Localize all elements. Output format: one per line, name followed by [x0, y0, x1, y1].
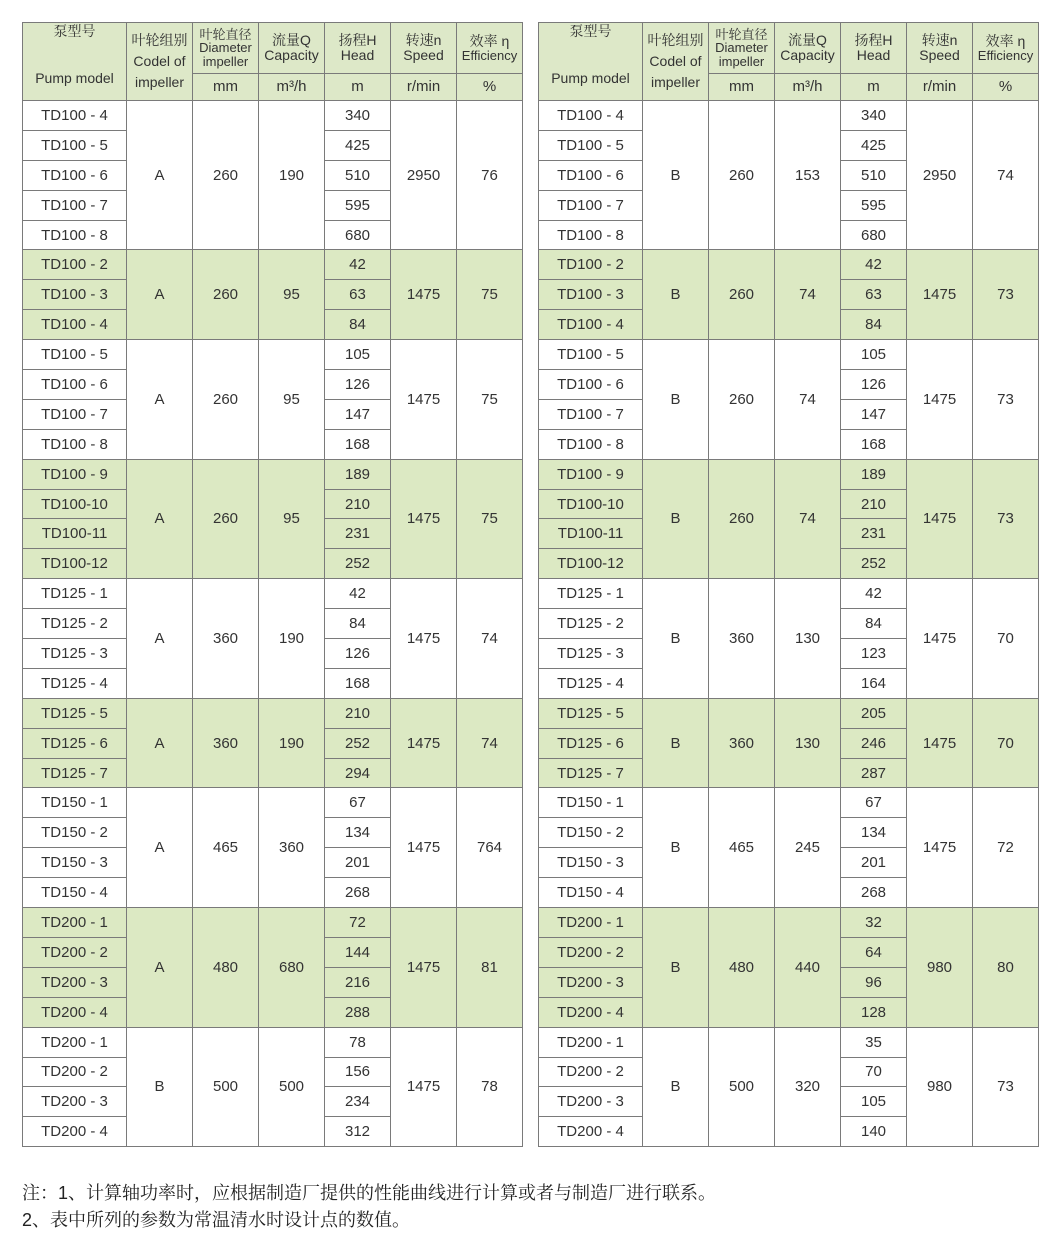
pump-table-left	[22, 22, 523, 1147]
pump-model-cell: TD100-10	[23, 489, 127, 519]
impeller-code-cell: B	[643, 579, 709, 699]
head-cell: 105	[325, 340, 391, 370]
pump-model-cell: TD100 - 4	[23, 101, 127, 131]
head-cell: 96	[841, 967, 907, 997]
capacity-cell: 95	[259, 459, 325, 579]
unit-speed: r/min	[907, 74, 973, 101]
table-row	[539, 101, 1039, 131]
capacity-cell: 130	[775, 698, 841, 788]
table-row	[23, 908, 523, 938]
speed-cell: 1475	[391, 698, 457, 788]
pump-model-cell: TD100 - 2	[23, 250, 127, 280]
head-cell: 126	[325, 639, 391, 669]
diameter-cell: 260	[193, 101, 259, 250]
unit-diameter: mm	[193, 74, 259, 101]
pump-model-cell: TD100 - 3	[539, 280, 643, 310]
capacity-cell: 74	[775, 250, 841, 340]
efficiency-cell: 75	[457, 459, 523, 579]
efficiency-cell: 80	[973, 908, 1039, 1028]
head-cell: 252	[325, 728, 391, 758]
pump-model-cell: TD100 - 6	[23, 370, 127, 400]
head-cell: 268	[325, 878, 391, 908]
speed-cell: 1475	[907, 340, 973, 460]
pump-model-cell: TD100 - 9	[539, 459, 643, 489]
impeller-code-cell: A	[127, 459, 193, 579]
speed-cell: 2950	[907, 101, 973, 250]
speed-cell: 1475	[907, 698, 973, 788]
head-cell: 168	[841, 429, 907, 459]
head-cell: 287	[841, 758, 907, 788]
speed-cell: 1475	[907, 788, 973, 908]
note-2: 2、表中所列的参数为常温清水时设计点的数值。	[22, 1210, 411, 1230]
head-cell: 42	[325, 250, 391, 280]
pump-model-cell: TD100-11	[539, 519, 643, 549]
pump-model-cell: TD125 - 2	[23, 609, 127, 639]
head-cell: 42	[841, 579, 907, 609]
head-cell: 78	[325, 1027, 391, 1057]
pump-model-cell: TD125 - 3	[539, 639, 643, 669]
efficiency-cell: 76	[457, 101, 523, 250]
speed-cell: 1475	[391, 908, 457, 1028]
head-cell: 680	[841, 220, 907, 250]
impeller-code-cell: B	[643, 698, 709, 788]
diameter-cell: 260	[709, 459, 775, 579]
col-efficiency: 效率 η Efficiency	[973, 23, 1039, 74]
impeller-code-cell: A	[127, 250, 193, 340]
capacity-cell: 500	[259, 1027, 325, 1147]
pump-model-cell: TD100 - 7	[23, 399, 127, 429]
pump-model-cell: TD100 - 9	[23, 459, 127, 489]
pump-model-cell: TD200 - 1	[23, 908, 127, 938]
pump-model-cell: TD200 - 3	[539, 967, 643, 997]
pump-model-cell: TD150 - 4	[23, 878, 127, 908]
head-cell: 84	[325, 310, 391, 340]
diameter-cell: 260	[709, 101, 775, 250]
head-cell: 35	[841, 1027, 907, 1057]
impeller-code-cell: A	[127, 698, 193, 788]
head-cell: 210	[325, 489, 391, 519]
capacity-cell: 95	[259, 250, 325, 340]
head-cell: 63	[325, 280, 391, 310]
head-cell: 210	[325, 698, 391, 728]
diameter-cell: 500	[709, 1027, 775, 1147]
head-cell: 210	[841, 489, 907, 519]
head-cell: 246	[841, 728, 907, 758]
efficiency-cell: 73	[973, 250, 1039, 340]
pump-model-cell: TD100 - 3	[23, 280, 127, 310]
head-cell: 268	[841, 878, 907, 908]
speed-cell: 1475	[391, 250, 457, 340]
col-capacity: 流量Q Capacity	[775, 23, 841, 74]
impeller-code-cell: A	[127, 908, 193, 1028]
pump-model-cell: TD200 - 2	[539, 937, 643, 967]
speed-cell: 1475	[391, 579, 457, 699]
unit-diameter: mm	[709, 74, 775, 101]
pump-model-cell: TD100 - 4	[539, 101, 643, 131]
head-cell: 189	[841, 459, 907, 489]
table-row	[23, 698, 523, 728]
speed-cell: 1475	[391, 1027, 457, 1147]
head-cell: 84	[841, 609, 907, 639]
efficiency-cell: 75	[457, 340, 523, 460]
col-speed: 转速n Speed	[391, 23, 457, 74]
unit-head: m	[325, 74, 391, 101]
pump-model-cell: TD100 - 7	[539, 399, 643, 429]
pump-model-cell: TD150 - 3	[23, 848, 127, 878]
efficiency-cell: 74	[457, 698, 523, 788]
pump-model-cell: TD100 - 6	[23, 160, 127, 190]
capacity-cell: 130	[775, 579, 841, 699]
head-cell: 595	[325, 190, 391, 220]
head-cell: 189	[325, 459, 391, 489]
col-impeller-code: 叶轮组别 Codel of impeller	[643, 23, 709, 101]
col-head: 扬程H Head	[841, 23, 907, 74]
unit-head: m	[841, 74, 907, 101]
head-cell: 72	[325, 908, 391, 938]
pump-model-cell: TD100 - 8	[539, 429, 643, 459]
head-cell: 126	[325, 370, 391, 400]
unit-speed: r/min	[391, 74, 457, 101]
pump-model-cell: TD100 - 8	[23, 429, 127, 459]
pump-model-cell: TD100 - 7	[539, 190, 643, 220]
pump-model-cell: TD200 - 4	[539, 1117, 643, 1147]
speed-cell: 980	[907, 1027, 973, 1147]
pump-model-cell: TD200 - 4	[23, 1117, 127, 1147]
pump-model-cell: TD100 - 6	[539, 160, 643, 190]
efficiency-cell: 72	[973, 788, 1039, 908]
impeller-code-cell: B	[643, 250, 709, 340]
head-cell: 510	[325, 160, 391, 190]
head-cell: 164	[841, 668, 907, 698]
head-cell: 128	[841, 997, 907, 1027]
head-cell: 67	[325, 788, 391, 818]
head-cell: 134	[325, 818, 391, 848]
table-header	[539, 23, 1039, 101]
impeller-code-cell: B	[643, 1027, 709, 1147]
head-cell: 252	[325, 549, 391, 579]
unit-efficiency: %	[973, 74, 1039, 101]
head-cell: 234	[325, 1087, 391, 1117]
pump-model-cell: TD125 - 7	[539, 758, 643, 788]
pump-model-cell: TD125 - 5	[23, 698, 127, 728]
head-cell: 216	[325, 967, 391, 997]
table-row	[539, 698, 1039, 728]
head-cell: 105	[841, 340, 907, 370]
impeller-code-cell: B	[643, 908, 709, 1028]
speed-cell: 1475	[391, 788, 457, 908]
head-cell: 147	[325, 399, 391, 429]
efficiency-cell: 78	[457, 1027, 523, 1147]
diameter-cell: 480	[193, 908, 259, 1028]
efficiency-cell: 75	[457, 250, 523, 340]
diameter-cell: 260	[193, 459, 259, 579]
head-cell: 340	[841, 101, 907, 131]
pump-model-cell: TD100-11	[23, 519, 127, 549]
efficiency-cell: 74	[973, 101, 1039, 250]
col-efficiency: 效率 η Efficiency	[457, 23, 523, 74]
impeller-code-cell: A	[127, 788, 193, 908]
pump-model-cell: TD125 - 4	[539, 668, 643, 698]
col-pump-model: 泵型号 Pump model	[23, 23, 127, 101]
pump-model-cell: TD100 - 5	[539, 130, 643, 160]
table-row	[23, 101, 523, 131]
pump-model-cell: TD100 - 5	[23, 130, 127, 160]
pump-model-cell: TD200 - 3	[23, 967, 127, 997]
pump-model-cell: TD100 - 4	[539, 310, 643, 340]
pump-model-cell: TD125 - 1	[539, 579, 643, 609]
col-head: 扬程H Head	[325, 23, 391, 74]
efficiency-cell: 70	[973, 698, 1039, 788]
speed-cell: 2950	[391, 101, 457, 250]
pump-model-cell: TD125 - 3	[23, 639, 127, 669]
pump-model-cell: TD150 - 2	[539, 818, 643, 848]
col-pump-model: 泵型号 Pump model	[539, 23, 643, 101]
table-row	[539, 340, 1039, 370]
speed-cell: 980	[907, 908, 973, 1028]
col-capacity: 流量Q Capacity	[259, 23, 325, 74]
unit-efficiency: %	[457, 74, 523, 101]
table-row	[539, 908, 1039, 938]
pump-model-cell: TD150 - 3	[539, 848, 643, 878]
pump-model-cell: TD125 - 6	[539, 728, 643, 758]
impeller-code-cell: A	[127, 579, 193, 699]
table-row	[23, 1027, 523, 1057]
pump-model-cell: TD125 - 2	[539, 609, 643, 639]
efficiency-cell: 73	[973, 1027, 1039, 1147]
pump-model-cell: TD200 - 1	[23, 1027, 127, 1057]
head-cell: 595	[841, 190, 907, 220]
head-cell: 67	[841, 788, 907, 818]
speed-cell: 1475	[391, 459, 457, 579]
pump-model-cell: TD150 - 4	[539, 878, 643, 908]
diameter-cell: 465	[193, 788, 259, 908]
capacity-cell: 153	[775, 101, 841, 250]
capacity-cell: 190	[259, 101, 325, 250]
impeller-code-cell: B	[643, 459, 709, 579]
pump-model-cell: TD100-12	[23, 549, 127, 579]
diameter-cell: 360	[709, 579, 775, 699]
head-cell: 105	[841, 1087, 907, 1117]
efficiency-cell: 74	[457, 579, 523, 699]
capacity-cell: 680	[259, 908, 325, 1028]
head-cell: 63	[841, 280, 907, 310]
pump-model-cell: TD150 - 2	[23, 818, 127, 848]
diameter-cell: 360	[709, 698, 775, 788]
pump-model-cell: TD100 - 4	[23, 310, 127, 340]
efficiency-cell: 73	[973, 459, 1039, 579]
head-cell: 680	[325, 220, 391, 250]
head-cell: 205	[841, 698, 907, 728]
impeller-code-cell: B	[643, 340, 709, 460]
head-cell: 134	[841, 818, 907, 848]
head-cell: 340	[325, 101, 391, 131]
table-header	[23, 23, 523, 101]
capacity-cell: 440	[775, 908, 841, 1028]
head-cell: 70	[841, 1057, 907, 1087]
head-cell: 147	[841, 399, 907, 429]
head-cell: 168	[325, 429, 391, 459]
pump-model-cell: TD100 - 6	[539, 370, 643, 400]
head-cell: 510	[841, 160, 907, 190]
efficiency-cell: 764	[457, 788, 523, 908]
table-row	[539, 1027, 1039, 1057]
head-cell: 312	[325, 1117, 391, 1147]
capacity-cell: 245	[775, 788, 841, 908]
capacity-cell: 74	[775, 340, 841, 460]
head-cell: 64	[841, 937, 907, 967]
head-cell: 425	[325, 130, 391, 160]
pump-model-cell: TD200 - 4	[23, 997, 127, 1027]
footnotes	[22, 1180, 716, 1234]
capacity-cell: 360	[259, 788, 325, 908]
head-cell: 201	[325, 848, 391, 878]
head-cell: 140	[841, 1117, 907, 1147]
table-row	[539, 788, 1039, 818]
pump-model-cell: TD150 - 1	[23, 788, 127, 818]
head-cell: 84	[325, 609, 391, 639]
pump-model-cell: TD100 - 5	[539, 340, 643, 370]
table-row	[23, 788, 523, 818]
head-cell: 168	[325, 668, 391, 698]
capacity-cell: 190	[259, 579, 325, 699]
pump-model-cell: TD100 - 2	[539, 250, 643, 280]
pump-model-cell: TD100 - 7	[23, 190, 127, 220]
capacity-cell: 95	[259, 340, 325, 460]
head-cell: 294	[325, 758, 391, 788]
pump-model-cell: TD125 - 5	[539, 698, 643, 728]
head-cell: 231	[325, 519, 391, 549]
capacity-cell: 190	[259, 698, 325, 788]
head-cell: 84	[841, 310, 907, 340]
note-1: 注：1、计算轴功率时，应根据制造厂提供的性能曲线进行计算或者与制造厂进行联系。	[22, 1183, 717, 1203]
capacity-cell: 74	[775, 459, 841, 579]
diameter-cell: 465	[709, 788, 775, 908]
pump-model-cell: TD100-12	[539, 549, 643, 579]
diameter-cell: 260	[709, 250, 775, 340]
table-row	[23, 579, 523, 609]
col-impeller-code: 叶轮组别 Codel of impeller	[127, 23, 193, 101]
head-cell: 201	[841, 848, 907, 878]
col-speed: 转速n Speed	[907, 23, 973, 74]
diameter-cell: 360	[193, 698, 259, 788]
pump-model-cell: TD100 - 8	[539, 220, 643, 250]
table-row	[23, 250, 523, 280]
table-row	[539, 579, 1039, 609]
unit-capacity: m³/h	[259, 74, 325, 101]
pump-model-cell: TD150 - 1	[539, 788, 643, 818]
pump-model-cell: TD200 - 1	[539, 1027, 643, 1057]
pump-model-cell: TD200 - 2	[539, 1057, 643, 1087]
head-cell: 156	[325, 1057, 391, 1087]
impeller-code-cell: B	[127, 1027, 193, 1147]
table-row	[539, 250, 1039, 280]
pump-model-cell: TD200 - 2	[23, 1057, 127, 1087]
pump-model-cell: TD125 - 7	[23, 758, 127, 788]
pump-model-cell: TD100 - 5	[23, 340, 127, 370]
head-cell: 32	[841, 908, 907, 938]
pump-model-cell: TD200 - 1	[539, 908, 643, 938]
head-cell: 123	[841, 639, 907, 669]
pump-model-cell: TD100-10	[539, 489, 643, 519]
diameter-cell: 500	[193, 1027, 259, 1147]
head-cell: 252	[841, 549, 907, 579]
efficiency-cell: 73	[973, 340, 1039, 460]
head-cell: 42	[841, 250, 907, 280]
impeller-code-cell: A	[127, 101, 193, 250]
efficiency-cell: 81	[457, 908, 523, 1028]
diameter-cell: 260	[193, 250, 259, 340]
impeller-code-cell: A	[127, 340, 193, 460]
speed-cell: 1475	[907, 459, 973, 579]
pump-model-cell: TD125 - 6	[23, 728, 127, 758]
diameter-cell: 260	[709, 340, 775, 460]
diameter-cell: 480	[709, 908, 775, 1028]
table-row	[539, 459, 1039, 489]
impeller-code-cell: B	[643, 788, 709, 908]
capacity-cell: 320	[775, 1027, 841, 1147]
unit-capacity: m³/h	[775, 74, 841, 101]
head-cell: 144	[325, 937, 391, 967]
pump-model-cell: TD125 - 1	[23, 579, 127, 609]
pump-model-cell: TD200 - 3	[539, 1087, 643, 1117]
speed-cell: 1475	[907, 579, 973, 699]
col-diameter: 叶轮直径 Diameter impeller	[709, 23, 775, 74]
speed-cell: 1475	[907, 250, 973, 340]
pump-model-cell: TD200 - 2	[23, 937, 127, 967]
diameter-cell: 360	[193, 579, 259, 699]
head-cell: 42	[325, 579, 391, 609]
table-row	[23, 459, 523, 489]
head-cell: 231	[841, 519, 907, 549]
pump-model-cell: TD200 - 4	[539, 997, 643, 1027]
head-cell: 425	[841, 130, 907, 160]
pump-table-right	[538, 22, 1039, 1147]
head-cell: 126	[841, 370, 907, 400]
speed-cell: 1475	[391, 340, 457, 460]
head-cell: 288	[325, 997, 391, 1027]
impeller-code-cell: B	[643, 101, 709, 250]
table-row	[23, 340, 523, 370]
pump-model-cell: TD200 - 3	[23, 1087, 127, 1117]
col-diameter: 叶轮直径 Diameter impeller	[193, 23, 259, 74]
pump-model-cell: TD125 - 4	[23, 668, 127, 698]
efficiency-cell: 70	[973, 579, 1039, 699]
pump-model-cell: TD100 - 8	[23, 220, 127, 250]
diameter-cell: 260	[193, 340, 259, 460]
